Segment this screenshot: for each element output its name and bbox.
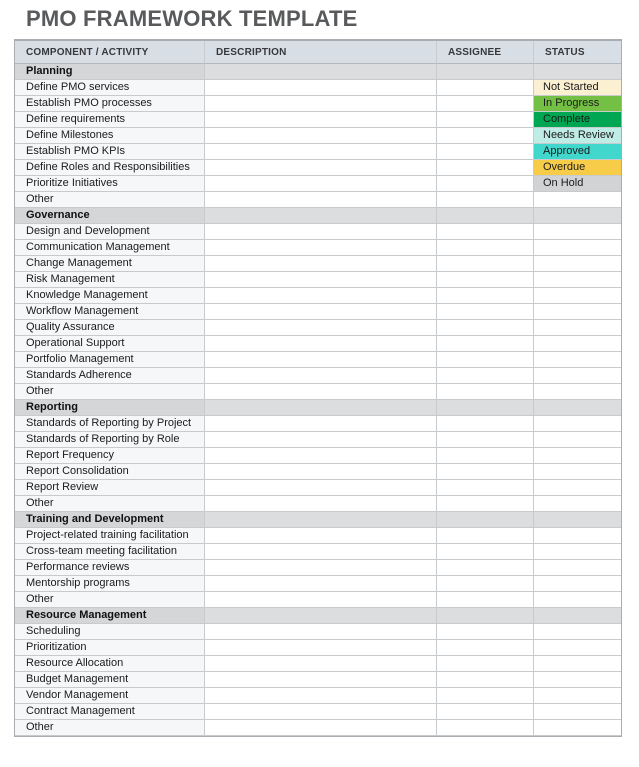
component-cell[interactable]: Performance reviews	[15, 560, 205, 576]
status-cell[interactable]	[534, 624, 621, 640]
component-cell[interactable]: Workflow Management	[15, 304, 205, 320]
status-cell[interactable]	[534, 304, 621, 320]
table-row	[15, 528, 621, 544]
table-header-row	[15, 41, 621, 64]
assignee-cell[interactable]	[437, 368, 534, 384]
description-cell[interactable]	[205, 592, 437, 608]
assignee-cell[interactable]	[437, 176, 534, 192]
assignee-cell[interactable]	[437, 672, 534, 688]
assignee-cell[interactable]	[437, 416, 534, 432]
description-cell[interactable]	[205, 112, 437, 128]
status-cell[interactable]	[534, 560, 621, 576]
assignee-cell[interactable]	[437, 384, 534, 400]
assignee-cell[interactable]	[437, 208, 534, 224]
component-cell[interactable]: Prioritization	[15, 640, 205, 656]
description-cell[interactable]	[205, 368, 437, 384]
component-cell[interactable]: Other	[15, 720, 205, 736]
table-row	[15, 640, 621, 656]
component-cell[interactable]: Scheduling	[15, 624, 205, 640]
assignee-cell[interactable]	[437, 320, 534, 336]
assignee-cell[interactable]	[437, 640, 534, 656]
column-header-component[interactable]: COMPONENT / ACTIVITY	[15, 41, 205, 64]
description-cell[interactable]	[205, 528, 437, 544]
description-cell[interactable]	[205, 512, 437, 528]
description-cell[interactable]	[205, 688, 437, 704]
assignee-cell[interactable]	[437, 704, 534, 720]
table-row	[15, 304, 621, 320]
description-cell[interactable]	[205, 64, 437, 80]
assignee-cell[interactable]	[437, 400, 534, 416]
table-row	[15, 576, 621, 592]
component-cell[interactable]: Resource Allocation	[15, 656, 205, 672]
table-row	[15, 224, 621, 240]
column-header-status[interactable]: STATUS	[534, 41, 621, 64]
status-cell[interactable]	[534, 672, 621, 688]
status-cell[interactable]	[534, 480, 621, 496]
description-cell[interactable]	[205, 288, 437, 304]
table-row	[15, 496, 621, 512]
description-cell[interactable]	[205, 160, 437, 176]
assignee-cell[interactable]	[437, 576, 534, 592]
description-cell[interactable]	[205, 224, 437, 240]
assignee-cell[interactable]	[437, 240, 534, 256]
table-row	[15, 464, 621, 480]
section-title-cell[interactable]: Planning	[15, 64, 205, 80]
assignee-cell[interactable]	[437, 720, 534, 736]
page-title: PMO FRAMEWORK TEMPLATE	[26, 6, 358, 31]
status-cell[interactable]	[534, 640, 621, 656]
description-cell[interactable]	[205, 384, 437, 400]
description-cell[interactable]	[205, 400, 437, 416]
assignee-cell[interactable]	[437, 656, 534, 672]
description-cell[interactable]	[205, 480, 437, 496]
status-cell[interactable]	[534, 192, 621, 208]
status-cell[interactable]: Approved	[534, 144, 621, 160]
table-row	[15, 256, 621, 272]
table-row	[15, 272, 621, 288]
description-cell[interactable]	[205, 720, 437, 736]
column-header-description[interactable]: DESCRIPTION	[205, 41, 437, 64]
status-cell[interactable]	[534, 288, 621, 304]
table-row	[15, 288, 621, 304]
description-cell[interactable]	[205, 608, 437, 624]
section-row-training-and-development	[15, 512, 621, 528]
section-title-cell[interactable]: Training and Development	[15, 512, 205, 528]
table-body	[15, 64, 621, 736]
assignee-cell[interactable]	[437, 256, 534, 272]
assignee-cell[interactable]	[437, 544, 534, 560]
component-cell[interactable]: Standards of Reporting by Project	[15, 416, 205, 432]
table-row	[15, 592, 621, 608]
component-cell[interactable]: Design and Development	[15, 224, 205, 240]
component-cell[interactable]: Define Roles and Responsibilities	[15, 160, 205, 176]
component-cell[interactable]: Define requirements	[15, 112, 205, 128]
status-cell[interactable]	[534, 720, 621, 736]
status-cell[interactable]	[534, 544, 621, 560]
description-cell[interactable]	[205, 256, 437, 272]
table-row	[15, 624, 621, 640]
status-cell[interactable]	[534, 528, 621, 544]
status-cell[interactable]	[534, 416, 621, 432]
status-cell[interactable]	[534, 224, 621, 240]
description-cell[interactable]	[205, 128, 437, 144]
description-cell[interactable]	[205, 704, 437, 720]
description-cell[interactable]	[205, 192, 437, 208]
status-cell[interactable]	[534, 496, 621, 512]
assignee-cell[interactable]	[437, 528, 534, 544]
table-row	[15, 192, 621, 208]
status-cell[interactable]	[534, 272, 621, 288]
description-cell[interactable]	[205, 624, 437, 640]
status-cell[interactable]	[534, 400, 621, 416]
table-row	[15, 160, 621, 176]
assignee-cell[interactable]	[437, 336, 534, 352]
table-row	[15, 240, 621, 256]
table-row	[15, 176, 621, 192]
assignee-cell[interactable]	[437, 464, 534, 480]
assignee-cell[interactable]	[437, 288, 534, 304]
table-row	[15, 432, 621, 448]
assignee-cell[interactable]	[437, 272, 534, 288]
status-cell[interactable]	[534, 432, 621, 448]
table-row	[15, 352, 621, 368]
component-cell[interactable]: Cross-team meeting facilitation	[15, 544, 205, 560]
description-cell[interactable]	[205, 672, 437, 688]
component-cell[interactable]: Risk Management	[15, 272, 205, 288]
status-cell[interactable]	[534, 384, 621, 400]
description-cell[interactable]	[205, 144, 437, 160]
component-cell[interactable]: Other	[15, 192, 205, 208]
assignee-cell[interactable]	[437, 192, 534, 208]
description-cell[interactable]	[205, 272, 437, 288]
description-cell[interactable]	[205, 240, 437, 256]
component-cell[interactable]: Report Review	[15, 480, 205, 496]
component-cell[interactable]: Define PMO services	[15, 80, 205, 96]
description-cell[interactable]	[205, 352, 437, 368]
assignee-cell[interactable]	[437, 160, 534, 176]
component-cell[interactable]: Other	[15, 592, 205, 608]
description-cell[interactable]	[205, 208, 437, 224]
assignee-cell[interactable]	[437, 496, 534, 512]
component-cell[interactable]: Prioritize Initiatives	[15, 176, 205, 192]
assignee-cell[interactable]	[437, 304, 534, 320]
table-row	[15, 368, 621, 384]
status-cell[interactable]	[534, 608, 621, 624]
table-row	[15, 384, 621, 400]
component-cell[interactable]: Project-related training facilitation	[15, 528, 205, 544]
assignee-cell[interactable]	[437, 688, 534, 704]
assignee-cell[interactable]	[437, 432, 534, 448]
table-row	[15, 720, 621, 736]
column-header-assignee[interactable]: ASSIGNEE	[437, 41, 534, 64]
component-cell[interactable]: Other	[15, 496, 205, 512]
status-cell[interactable]: In Progress	[534, 96, 621, 112]
assignee-cell[interactable]	[437, 352, 534, 368]
component-cell[interactable]: Mentorship programs	[15, 576, 205, 592]
assignee-cell[interactable]	[437, 592, 534, 608]
assignee-cell[interactable]	[437, 64, 534, 80]
assignee-cell[interactable]	[437, 112, 534, 128]
pmo-framework-table	[14, 39, 622, 737]
component-cell[interactable]: Contract Management	[15, 704, 205, 720]
section-row-planning	[15, 64, 621, 80]
assignee-cell[interactable]	[437, 480, 534, 496]
description-cell[interactable]	[205, 432, 437, 448]
status-cell[interactable]	[534, 592, 621, 608]
description-cell[interactable]	[205, 336, 437, 352]
status-cell[interactable]: Not Started	[534, 80, 621, 96]
status-cell[interactable]	[534, 320, 621, 336]
description-cell[interactable]	[205, 416, 437, 432]
status-cell[interactable]: Overdue	[534, 160, 621, 176]
status-cell[interactable]: On Hold	[534, 176, 621, 192]
component-cell[interactable]: Report Consolidation	[15, 464, 205, 480]
description-cell[interactable]	[205, 560, 437, 576]
table-row	[15, 144, 621, 160]
table-row	[15, 560, 621, 576]
status-cell[interactable]	[534, 256, 621, 272]
component-cell[interactable]: Quality Assurance	[15, 320, 205, 336]
section-row-reporting	[15, 400, 621, 416]
status-cell[interactable]	[534, 688, 621, 704]
table-row	[15, 336, 621, 352]
status-cell[interactable]	[534, 448, 621, 464]
component-cell[interactable]: Report Frequency	[15, 448, 205, 464]
status-cell[interactable]	[534, 368, 621, 384]
component-cell[interactable]: Vendor Management	[15, 688, 205, 704]
assignee-cell[interactable]	[437, 624, 534, 640]
table-row	[15, 80, 621, 96]
status-cell[interactable]	[534, 576, 621, 592]
table-row	[15, 128, 621, 144]
table-row	[15, 96, 621, 112]
description-cell[interactable]	[205, 448, 437, 464]
section-row-resource-management	[15, 608, 621, 624]
status-cell[interactable]	[534, 64, 621, 80]
description-cell[interactable]	[205, 80, 437, 96]
assignee-cell[interactable]	[437, 128, 534, 144]
status-cell[interactable]	[534, 240, 621, 256]
description-cell[interactable]	[205, 176, 437, 192]
component-cell[interactable]: Operational Support	[15, 336, 205, 352]
table-row	[15, 672, 621, 688]
assignee-cell[interactable]	[437, 224, 534, 240]
table-row	[15, 656, 621, 672]
table-row	[15, 448, 621, 464]
assignee-cell[interactable]	[437, 448, 534, 464]
status-cell[interactable]	[534, 464, 621, 480]
section-title-cell[interactable]: Governance	[15, 208, 205, 224]
component-cell[interactable]: Other	[15, 384, 205, 400]
component-cell[interactable]: Communication Management	[15, 240, 205, 256]
component-cell[interactable]: Change Management	[15, 256, 205, 272]
description-cell[interactable]	[205, 656, 437, 672]
assignee-cell[interactable]	[437, 512, 534, 528]
component-cell[interactable]: Budget Management	[15, 672, 205, 688]
assignee-cell[interactable]	[437, 80, 534, 96]
table-row	[15, 416, 621, 432]
component-cell[interactable]: Standards of Reporting by Role	[15, 432, 205, 448]
status-cell[interactable]	[534, 512, 621, 528]
section-row-governance	[15, 208, 621, 224]
table-row	[15, 112, 621, 128]
status-cell[interactable]	[534, 208, 621, 224]
status-cell[interactable]	[534, 336, 621, 352]
table-row	[15, 688, 621, 704]
table-row	[15, 480, 621, 496]
status-cell[interactable]: Complete	[534, 112, 621, 128]
component-cell[interactable]: Standards Adherence	[15, 368, 205, 384]
component-cell[interactable]: Knowledge Management	[15, 288, 205, 304]
table-row	[15, 544, 621, 560]
description-cell[interactable]	[205, 464, 437, 480]
assignee-cell[interactable]	[437, 144, 534, 160]
component-cell[interactable]: Define Milestones	[15, 128, 205, 144]
component-cell[interactable]: Portfolio Management	[15, 352, 205, 368]
component-cell[interactable]: Establish PMO KPIs	[15, 144, 205, 160]
section-title-cell[interactable]: Reporting	[15, 400, 205, 416]
status-cell[interactable]	[534, 656, 621, 672]
component-cell[interactable]: Establish PMO processes	[15, 96, 205, 112]
status-cell[interactable]	[534, 704, 621, 720]
description-cell[interactable]	[205, 320, 437, 336]
description-cell[interactable]	[205, 496, 437, 512]
description-cell[interactable]	[205, 640, 437, 656]
assignee-cell[interactable]	[437, 96, 534, 112]
table-row	[15, 320, 621, 336]
description-cell[interactable]	[205, 544, 437, 560]
table-row	[15, 704, 621, 720]
assignee-cell[interactable]	[437, 560, 534, 576]
assignee-cell[interactable]	[437, 608, 534, 624]
section-title-cell[interactable]: Resource Management	[15, 608, 205, 624]
status-cell[interactable]: Needs Review	[534, 128, 621, 144]
description-cell[interactable]	[205, 576, 437, 592]
description-cell[interactable]	[205, 304, 437, 320]
description-cell[interactable]	[205, 96, 437, 112]
status-cell[interactable]	[534, 352, 621, 368]
